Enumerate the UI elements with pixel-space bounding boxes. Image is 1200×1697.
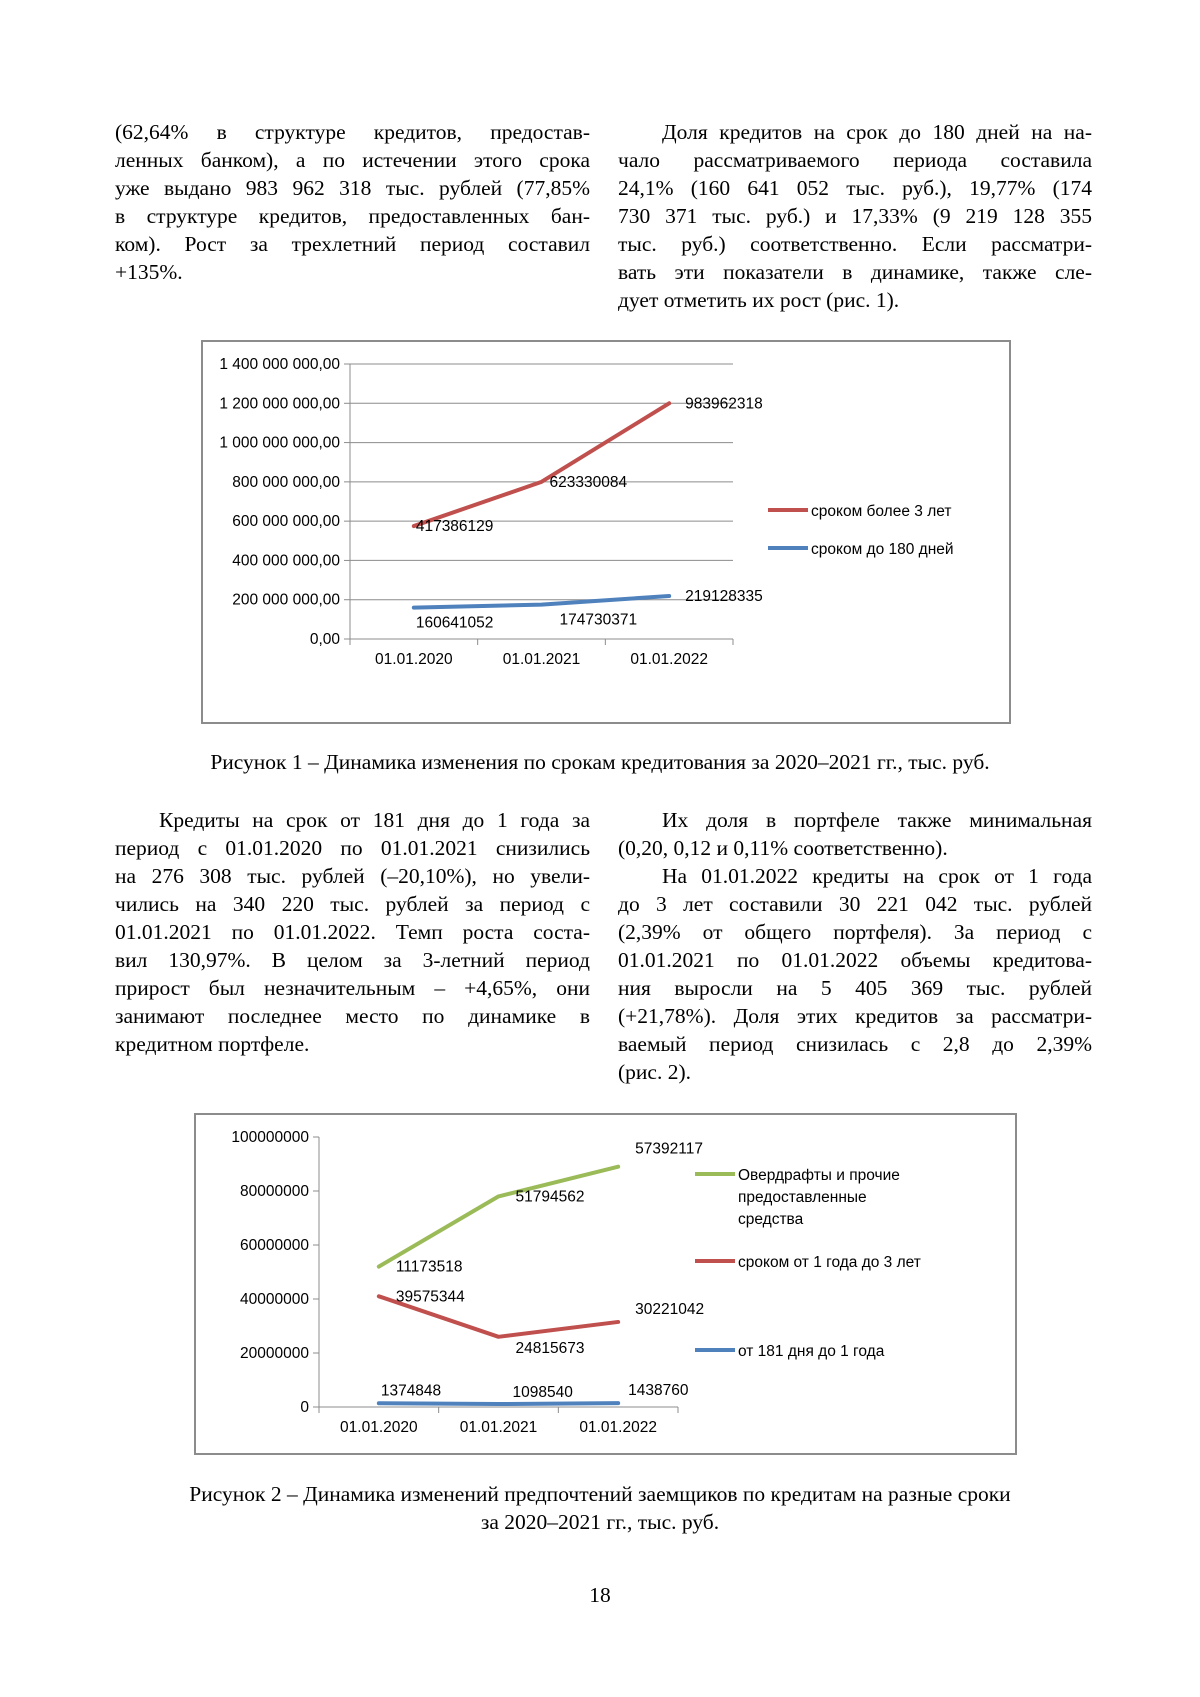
data-point (498, 1336, 499, 1337)
text-line: занимают последнее место по динамике в (115, 1004, 590, 1028)
data-label: 219128335 (685, 587, 763, 605)
text-line: ком). Рост за трехлетний период составил (115, 232, 590, 256)
series-line (414, 596, 669, 608)
y-tick-label: 600 000 000,00 (232, 513, 340, 531)
figure-1-chart-frame (201, 340, 1011, 724)
text-column-left-top (115, 118, 590, 286)
text-line: дует отметить их рост (рис. 1). (618, 288, 900, 312)
x-tick-label: 01.01.2022 (579, 1419, 657, 1436)
text-line: прирост был незначительным – +4,65%, они (115, 976, 590, 1000)
data-label: 174730371 (559, 611, 638, 629)
y-tick-label: 200 000 000,00 (232, 591, 340, 609)
data-point (669, 595, 670, 596)
x-tick-label: 01.01.2021 (502, 651, 581, 668)
data-label: 1374848 (380, 1382, 442, 1400)
text-line: 01.01.2021 по 01.01.2022. Темп роста соста- (115, 920, 590, 944)
data-label: 983962318 (685, 395, 763, 413)
text-line: (рис. 2). (618, 1060, 691, 1084)
text-line: до 3 лет составили 30 221 042 тыс. рублей (618, 892, 1092, 916)
text-line: ния выросли на 5 405 369 тыс. рублей (618, 976, 1092, 1000)
data-point (618, 1321, 619, 1322)
x-tick-label: 01.01.2020 (340, 1419, 418, 1436)
text-line: Доля кредитов на срок до 180 дней на на- (662, 120, 1092, 144)
data-point (413, 607, 414, 608)
data-point (378, 1403, 379, 1404)
text-line: ленных банком), а по истечении этого срока (115, 148, 590, 172)
data-label: 51794562 (515, 1188, 585, 1206)
y-tick-label: 400 000 000,00 (232, 552, 340, 570)
y-tick-label: 1 400 000 000,00 (219, 356, 340, 373)
y-tick-label: 1 000 000 000,00 (219, 434, 340, 452)
y-tick-label: 0 (300, 1399, 309, 1416)
data-point (498, 1404, 499, 1405)
figure-2-caption-line-1: Рисунок 2 – Динамика изменений предпочтений заемщиков по кредитам на разные сроки (189, 1482, 1011, 1506)
data-point (378, 1296, 379, 1297)
text-line: тыс. руб.) соответственно. Если рассматри- (618, 232, 1092, 256)
data-label: 623330084 (549, 473, 628, 491)
data-label: 1098540 (512, 1384, 573, 1402)
text-line: кредитном портфеле. (115, 1032, 310, 1056)
series-line (379, 1167, 618, 1267)
legend-label: сроком от 1 года до 3 лет (738, 1254, 921, 1271)
data-point (618, 1403, 619, 1404)
paragraph (618, 862, 1092, 1086)
legend-label: сроком до 180 дней (811, 541, 954, 558)
text-line: 01.01.2021 по 01.01.2022 объемы кредитова- (618, 948, 1092, 972)
data-point (618, 1166, 619, 1167)
text-line: +135%. (115, 260, 183, 284)
series-line (414, 403, 669, 526)
x-tick-label: 01.01.2021 (459, 1419, 538, 1436)
figure-2-chart-frame (194, 1113, 1017, 1455)
text-line: вил 130,97%. В целом за 3-летний период (115, 948, 590, 972)
y-tick-label: 60000000 (240, 1237, 309, 1254)
data-point (541, 604, 542, 605)
text-line: на 276 308 тыс. рублей (–20,10%), но увели- (115, 864, 590, 888)
data-point (669, 403, 670, 404)
text-line: (0,20, 0,12 и 0,11% соответственно). (618, 836, 948, 860)
y-tick-label: 800 000 000,00 (232, 473, 340, 491)
y-tick-label: 0,00 (309, 631, 340, 648)
text-line: период с 01.01.2020 по 01.01.2021 снизились (115, 836, 590, 860)
legend-label: Овердрафты и прочие предоставленные средства (738, 1167, 900, 1228)
text-column-left-mid (115, 806, 590, 1058)
paragraph (618, 806, 1092, 862)
text-line: 730 371 тыс. руб.) и 17,33% (9 219 128 355 (618, 204, 1092, 228)
paragraph (618, 118, 1092, 314)
legend-label: сроком более 3 лет (811, 503, 952, 520)
data-label: 160641052 (415, 614, 494, 632)
text-line: (2,39% от общего портфеля). За период с (618, 920, 1092, 944)
y-tick-label: 20000000 (240, 1345, 309, 1362)
text-line: чились на 340 220 тыс. рублей за период с (115, 892, 590, 916)
text-line: (+21,78%). Доля этих кредитов за рассматри- (618, 1004, 1092, 1028)
data-point (541, 481, 542, 482)
text-column-right-top (618, 118, 1092, 314)
text-line: уже выдано 983 962 318 тыс. рублей (77,85% (115, 176, 590, 200)
x-tick-label: 01.01.2022 (630, 651, 708, 668)
data-label: 417386129 (415, 518, 494, 536)
text-line: Кредиты на срок от 181 дня до 1 года за (159, 808, 590, 832)
data-label: 11173518 (395, 1258, 463, 1276)
text-column-right-mid (618, 806, 1092, 1086)
text-line: ваемый период снизилась с 2,8 до 2,39% (618, 1032, 1092, 1056)
data-point (498, 1196, 499, 1197)
text-line: Их доля в портфеле также минимальная (662, 808, 1092, 832)
y-tick-label: 1 200 000 000,00 (219, 395, 340, 413)
paragraph (115, 806, 590, 1058)
data-label: 30221042 (635, 1300, 705, 1318)
text-line: 24,1% (160 641 052 тыс. руб.), 19,77% (174 (618, 176, 1092, 200)
x-tick-label: 01.01.2020 (375, 651, 453, 668)
legend-label: от 181 дня до 1 года (738, 1343, 885, 1360)
y-tick-label: 100000000 (231, 1129, 309, 1146)
figure-1-caption: Рисунок 1 – Динамика изменения по срокам кредитования за 2020–2021 гг., тыс. руб. (210, 750, 990, 774)
text-line: (62,64% в структуре кредитов, предостав- (115, 120, 590, 144)
data-label: 1438760 (628, 1382, 689, 1400)
text-line: На 01.01.2022 кредиты на срок от 1 года (662, 864, 1092, 888)
text-line: вать эти показатели в динамике, также сле- (618, 260, 1092, 284)
data-point (378, 1266, 379, 1267)
figure-2-caption-line-2: за 2020–2021 гг., тыс. руб. (480, 1510, 720, 1534)
data-label: 24815673 (515, 1339, 585, 1357)
text-line: чало рассматриваемого периода составила (618, 148, 1092, 172)
data-point (413, 526, 414, 527)
text-line: в структуре кредитов, предоставленных бан- (115, 204, 590, 228)
paragraph (115, 118, 590, 286)
data-label: 39575344 (395, 1288, 465, 1306)
figure-2-line-chart (196, 1115, 1015, 1453)
data-label: 57392117 (635, 1140, 703, 1158)
figure-1-line-chart (203, 342, 1009, 722)
page-number: 18 (589, 1583, 611, 1607)
y-tick-label: 40000000 (240, 1291, 309, 1308)
y-tick-label: 80000000 (240, 1183, 309, 1200)
